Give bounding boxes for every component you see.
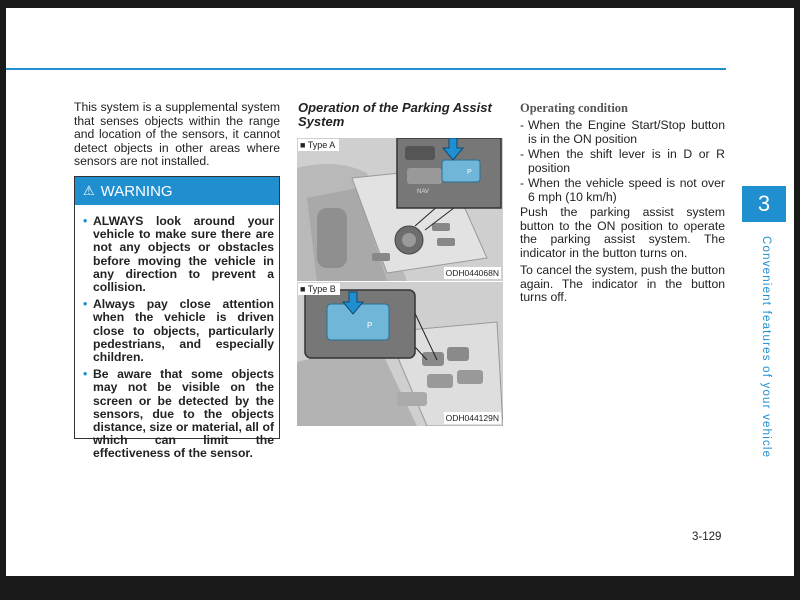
operation-heading: Operation of the Parking Assist System <box>298 100 492 129</box>
figure-tag: ■ Type B <box>298 283 340 295</box>
chapter-title: Convenient features of your vehicle <box>760 236 772 459</box>
warning-header <box>75 177 279 205</box>
warning-item: • Be aware that some objects may not be visible on the screen or be detected by the sensors, due to the objects distance, size or material, all of which can limit the effectiveness of the sensor. <box>83 367 274 461</box>
condition-item: - When the Engine Start/Stop button is in the ON position <box>520 118 725 146</box>
bullet-icon: • <box>83 297 88 312</box>
figure-tag: ■ Type A <box>298 139 339 151</box>
condition-paragraph: Push the parking assist system button to the ON position to operate the parking assist system. The indicator in the button turns on. <box>520 205 725 260</box>
svg-text:P: P <box>367 321 373 330</box>
intro-paragraph: This system is a supplemental system that senses objects within the range and location of the sensors, it cannot detect objects in other areas where sensors are not installed. <box>74 100 280 168</box>
chapter-tab[interactable]: 3 <box>742 186 786 222</box>
bullet-icon: • <box>83 367 88 382</box>
figure-code: ODH044129N <box>445 413 499 423</box>
manual-page <box>6 8 794 576</box>
figure-type-a <box>297 138 503 281</box>
warning-list <box>75 205 279 461</box>
warning-triangle-icon: ⚠ <box>83 183 95 198</box>
console-illustration-a <box>297 138 503 281</box>
svg-text:P: P <box>467 169 472 176</box>
console-illustration-b <box>297 282 503 426</box>
warning-box <box>74 176 280 461</box>
svg-text:NAV: NAV <box>417 189 429 195</box>
condition-item: - When the vehicle speed is not over 6 mph (10 km/h) <box>520 176 725 204</box>
figure-type-b <box>297 282 503 426</box>
condition-item: - When the shift lever is in D or R position <box>520 147 725 175</box>
operating-condition-section <box>520 101 725 309</box>
warning-title: WARNING <box>100 182 173 200</box>
figure-code: ODH044068N <box>445 268 499 278</box>
bullet-icon: • <box>83 214 88 228</box>
header-rule <box>6 68 726 70</box>
page-number: 3-129 <box>692 531 722 543</box>
condition-heading: Operating condition <box>520 101 628 115</box>
warning-item: • ALWAYS look around your vehicle to make sure there are not any objects or obstacles before moving the vehicle in any direction to prevent a collision. <box>83 214 274 295</box>
condition-paragraph: To cancel the system, push the button again. The indicator in the button turns off. <box>520 263 725 304</box>
warning-item: • Always pay close attention when the vehicle is driven close to objects, particularly pedestrians, and especially children. <box>83 297 274 365</box>
